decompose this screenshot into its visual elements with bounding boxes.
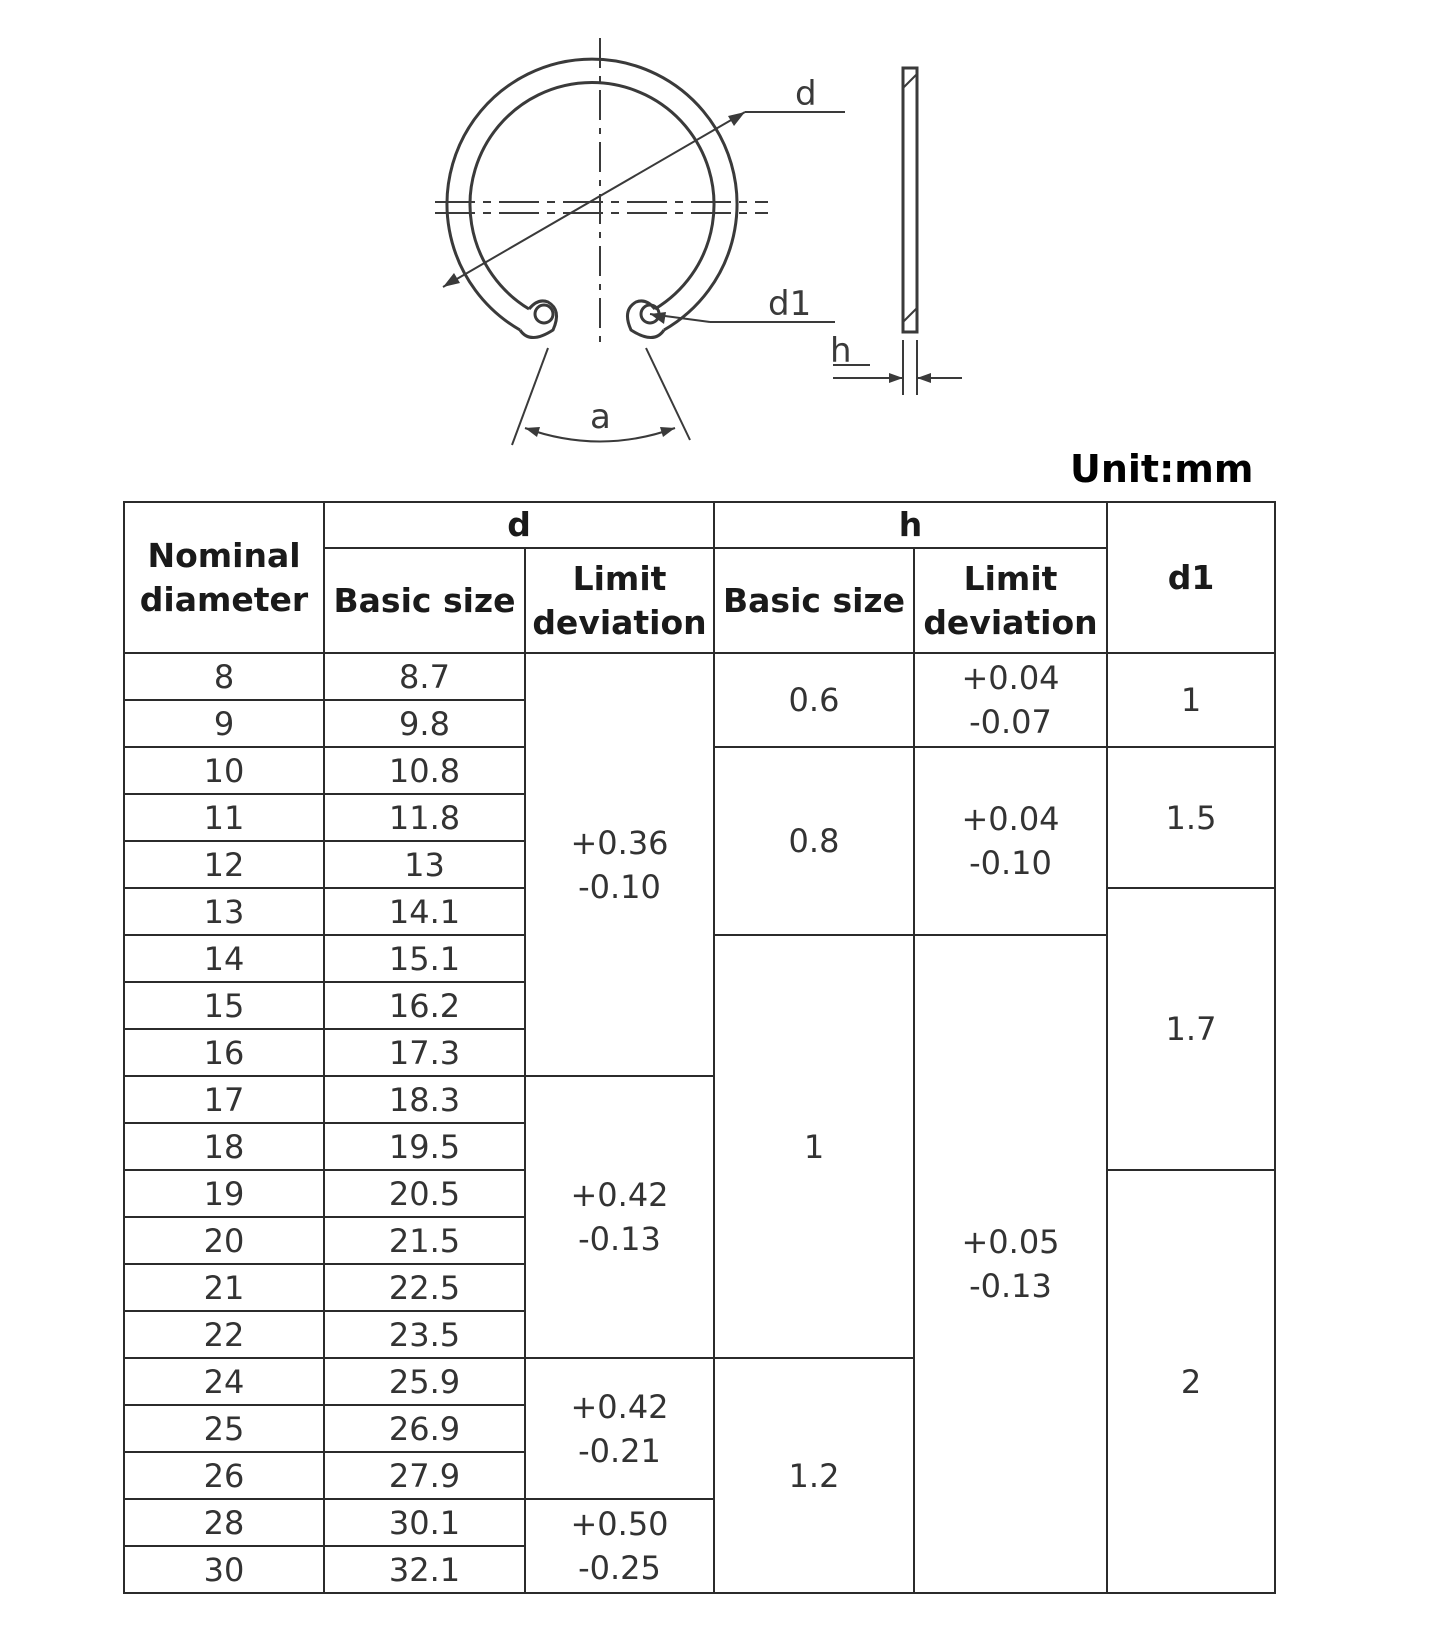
a-arrow-right bbox=[660, 427, 675, 437]
nominal-diameter-cell: 21 bbox=[124, 1264, 324, 1311]
h-limit-deviation-cell bbox=[914, 653, 1107, 747]
lower-deviation: -0.07 bbox=[969, 703, 1052, 741]
d-basic-size-cell: 16.2 bbox=[324, 982, 525, 1029]
nominal-diameter-cell: 30 bbox=[124, 1546, 324, 1593]
nominal-diameter-cell: 10 bbox=[124, 747, 324, 794]
d1-cell: 2 bbox=[1107, 1170, 1275, 1593]
upper-deviation: +0.04 bbox=[961, 800, 1060, 838]
d-basic-size-cell: 26.9 bbox=[324, 1405, 525, 1452]
lower-deviation: -0.21 bbox=[578, 1431, 661, 1470]
d-arrow-tail bbox=[443, 273, 460, 287]
upper-deviation: +0.04 bbox=[961, 659, 1060, 697]
h-arrow-left bbox=[889, 373, 903, 383]
lower-deviation: -0.13 bbox=[578, 1220, 661, 1258]
ring-outer-edge bbox=[447, 59, 737, 330]
h-basic-size-cell: 1 bbox=[714, 935, 914, 1358]
h-basic-size-cell: 0.8 bbox=[714, 747, 914, 935]
d-basic-size-cell: 11.8 bbox=[324, 794, 525, 841]
d-basic-size-cell: 21.5 bbox=[324, 1217, 525, 1264]
d-basic-size-cell: 22.5 bbox=[324, 1264, 525, 1311]
label-d: d bbox=[795, 74, 817, 114]
d-basic-size-cell: 9.8 bbox=[324, 700, 525, 747]
d-limit-deviation-cell bbox=[525, 1499, 714, 1593]
a-extension-right bbox=[646, 348, 690, 440]
nominal-diameter-cell: 13 bbox=[124, 888, 324, 935]
d-basic-size-cell: 8.7 bbox=[324, 653, 525, 700]
nominal-diameter-cell: 9 bbox=[124, 700, 324, 747]
d-basic-size-cell: 23.5 bbox=[324, 1311, 525, 1358]
side-view-hatch bbox=[903, 74, 917, 88]
header-h: h bbox=[714, 502, 1107, 548]
nominal-diameter-cell: 11 bbox=[124, 794, 324, 841]
d-basic-size-cell: 25.9 bbox=[324, 1358, 525, 1405]
upper-deviation: +0.42 bbox=[570, 1176, 669, 1214]
upper-deviation: +0.50 bbox=[570, 1505, 669, 1543]
d-basic-size-cell: 18.3 bbox=[324, 1076, 525, 1123]
d-basic-size-cell: 17.3 bbox=[324, 1029, 525, 1076]
nominal-diameter-cell: 19 bbox=[124, 1170, 324, 1217]
h-arrow-right bbox=[917, 373, 931, 383]
h-limit-deviation-cell bbox=[914, 935, 1107, 1593]
upper-deviation: +0.36 bbox=[570, 823, 669, 862]
label-h: h bbox=[830, 331, 852, 371]
side-view-hatch-2 bbox=[903, 308, 917, 322]
header-d-limit-deviation: Limit deviation bbox=[525, 548, 714, 653]
label-a: a bbox=[590, 397, 611, 437]
label-d1: d1 bbox=[768, 284, 812, 324]
nominal-diameter-cell: 20 bbox=[124, 1217, 324, 1264]
header-h-limit-deviation: Limit deviation bbox=[914, 548, 1107, 653]
d1-cell: 1 bbox=[1107, 653, 1275, 747]
lower-deviation: -0.10 bbox=[578, 867, 661, 906]
unit-label: Unit:mm bbox=[1070, 447, 1254, 491]
header-d-basic-size: Basic size bbox=[324, 548, 525, 653]
d-basic-size-cell: 15.1 bbox=[324, 935, 525, 982]
nominal-diameter-cell: 8 bbox=[124, 653, 324, 700]
left-lug-hole bbox=[535, 305, 553, 323]
header-h-basic-size: Basic size bbox=[714, 548, 914, 653]
header-d1: d1 bbox=[1107, 502, 1275, 653]
upper-deviation: +0.42 bbox=[570, 1387, 669, 1426]
h-basic-size-cell: 1.2 bbox=[714, 1358, 914, 1593]
retaining-ring-drawing bbox=[0, 0, 1445, 470]
d-basic-size-cell: 30.1 bbox=[324, 1499, 525, 1546]
nominal-diameter-cell: 12 bbox=[124, 841, 324, 888]
d-basic-size-cell: 19.5 bbox=[324, 1123, 525, 1170]
d-basic-size-cell: 13 bbox=[324, 841, 525, 888]
nominal-diameter-cell: 25 bbox=[124, 1405, 324, 1452]
nominal-diameter-cell: 26 bbox=[124, 1452, 324, 1499]
d-limit-deviation-cell bbox=[525, 653, 714, 1076]
d-basic-size-cell: 32.1 bbox=[324, 1546, 525, 1593]
upper-deviation: +0.05 bbox=[961, 1223, 1060, 1261]
h-basic-size-cell: 0.6 bbox=[714, 653, 914, 747]
retaining-ring-spec-table bbox=[123, 501, 1276, 1594]
nominal-diameter-cell: 17 bbox=[124, 1076, 324, 1123]
d-arrow-head bbox=[728, 112, 745, 126]
nominal-diameter-cell: 28 bbox=[124, 1499, 324, 1546]
h-limit-deviation-cell bbox=[914, 747, 1107, 935]
d-limit-deviation-cell bbox=[525, 1358, 714, 1499]
d-basic-size-cell: 14.1 bbox=[324, 888, 525, 935]
d-basic-size-cell: 27.9 bbox=[324, 1452, 525, 1499]
lower-deviation: -0.25 bbox=[578, 1549, 661, 1587]
table-row bbox=[124, 653, 1275, 700]
lower-deviation: -0.10 bbox=[969, 844, 1052, 882]
d-basic-size-cell: 20.5 bbox=[324, 1170, 525, 1217]
nominal-diameter-cell: 15 bbox=[124, 982, 324, 1029]
d-limit-deviation-cell bbox=[525, 1076, 714, 1358]
lower-deviation: -0.13 bbox=[969, 1267, 1052, 1305]
side-view-body bbox=[903, 68, 917, 332]
header-nominal-diameter: Nominal diameter bbox=[124, 502, 324, 653]
d1-cell: 1.5 bbox=[1107, 747, 1275, 888]
nominal-diameter-cell: 24 bbox=[124, 1358, 324, 1405]
nominal-diameter-cell: 16 bbox=[124, 1029, 324, 1076]
a-arrow-left bbox=[525, 427, 540, 437]
d-basic-size-cell: 10.8 bbox=[324, 747, 525, 794]
ring-inner-edge bbox=[470, 83, 714, 309]
nominal-diameter-cell: 22 bbox=[124, 1311, 324, 1358]
nominal-diameter-cell: 14 bbox=[124, 935, 324, 982]
d1-cell: 1.7 bbox=[1107, 888, 1275, 1170]
header-d: d bbox=[324, 502, 714, 548]
nominal-diameter-cell: 18 bbox=[124, 1123, 324, 1170]
